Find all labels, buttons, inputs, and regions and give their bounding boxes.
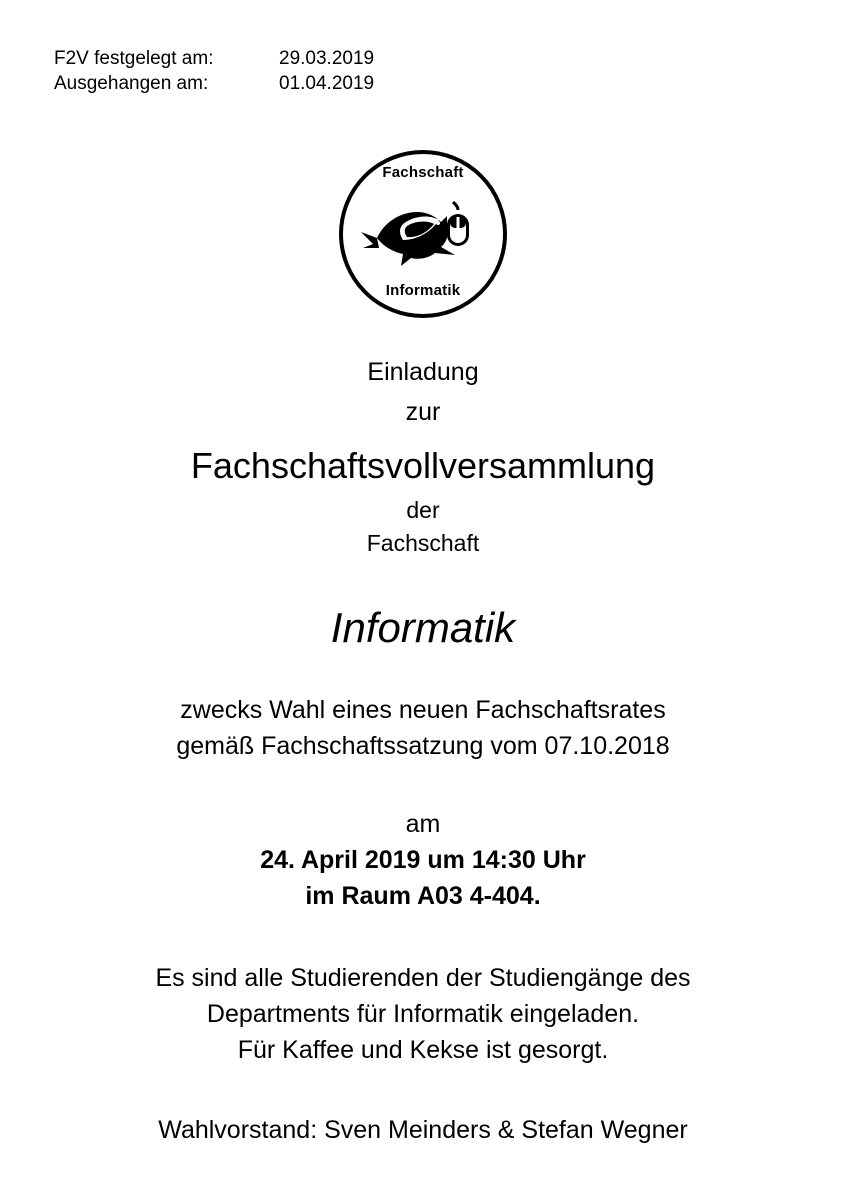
invite-block [0,960,846,1068]
invite-line-1: Es sind alle Studierenden der Studiengänge des [155,964,691,992]
body-word: Fachschaft [366,530,480,556]
invitation-word: Einladung [367,358,479,386]
meta-row [54,46,374,71]
reason-line-1: zwecks Wahl eines neuen Fachschaftsrates [180,696,666,724]
when-room: im Raum A03 4-404. [305,882,541,910]
meta-row [54,71,374,96]
meta-label-posted: Ausgehangen am: [54,73,209,94]
to-word: zur [405,398,441,426]
logo-container [0,150,846,318]
page-title: Fachschaftsvollversammlung [190,445,656,486]
logo-top-label: Fachschaft [382,164,464,181]
when-block [0,806,846,914]
department-name: Informatik [330,604,516,651]
when-date: 24. April 2019 um 14:30 Uhr [260,846,586,874]
when-label: am [405,810,441,838]
meta-value-posted: 01.04.2019 [279,73,375,94]
document-meta [54,46,374,96]
reason-block [0,692,846,764]
meta-value-decided: 29.03.2019 [279,48,375,69]
of-word: der [406,497,440,523]
meta-label-decided: F2V festgelegt am: [54,48,214,69]
signature-line: Wahlvorstand: Sven Meinders & Stefan Wegner [158,1116,688,1144]
reason-line-2: gemäß Fachschaftssatzung vom 07.10.2018 [176,732,670,760]
fachschaft-informatik-logo [339,150,507,318]
poster-content [0,352,846,1148]
invite-line-2: Departments für Informatik eingeladen. [206,1000,640,1028]
invite-line-3: Für Kaffee und Kekse ist gesorgt. [237,1036,609,1064]
logo-bottom-label: Informatik [385,282,461,299]
